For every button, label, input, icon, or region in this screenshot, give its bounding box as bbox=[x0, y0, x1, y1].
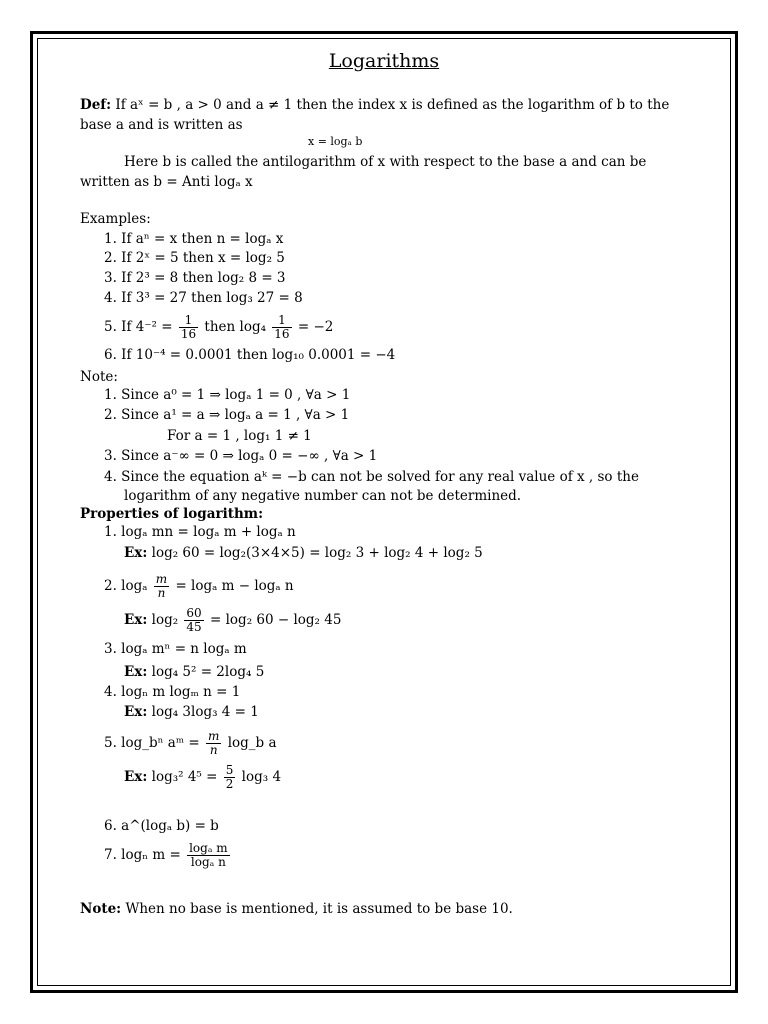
fraction bbox=[154, 573, 169, 600]
example-label: Ex: bbox=[124, 612, 148, 628]
fraction-denominator: n bbox=[157, 586, 166, 600]
example-text: log₂ 60 = log₂(3×4×5) = log₂ 3 + log₂ 4 + log₂ 5 bbox=[151, 545, 483, 561]
example-text: log₄ 5² = 2log₄ 5 bbox=[151, 664, 265, 680]
note-label: Note: bbox=[80, 901, 122, 917]
example-label: Ex: bbox=[124, 704, 148, 720]
fraction-numerator: 1 bbox=[272, 314, 291, 328]
note-text: When no base is mentioned, it is assumed to be base 10. bbox=[125, 901, 513, 917]
fraction-numerator: m bbox=[155, 572, 168, 586]
note-item: 4. Since the equation aᵏ = −b can not be solved for any real value of x , so the bbox=[104, 469, 639, 485]
note-item: 3. Since a⁻∞ = 0 ⇒ logₐ 0 = −∞ , ∀a > 1 bbox=[104, 448, 378, 464]
closing-note bbox=[80, 901, 513, 917]
property-2 bbox=[104, 573, 294, 600]
example-item: 1. If aⁿ = x then n = logₐ x bbox=[104, 231, 284, 247]
example-prefix: log₂ bbox=[151, 612, 179, 628]
fraction-denominator: 45 bbox=[186, 620, 202, 634]
fraction-denominator: 16 bbox=[180, 327, 197, 341]
property-7 bbox=[104, 842, 232, 869]
property-3-example bbox=[124, 664, 264, 680]
example-label: Ex: bbox=[124, 545, 148, 561]
fraction-numerator: 5 bbox=[225, 763, 234, 777]
example-label: Ex: bbox=[124, 664, 148, 680]
example-prefix: log₃² 4⁵ = bbox=[151, 769, 218, 785]
property-2-prefix: 2. logₐ bbox=[104, 578, 148, 594]
fraction-numerator: logₐ m bbox=[189, 841, 228, 855]
property-2-suffix: = logₐ m − logₐ n bbox=[175, 578, 294, 594]
example-item: 2. If 2ˣ = 5 then x = log₂ 5 bbox=[104, 250, 285, 266]
note-item: 2. Since a¹ = a ⇒ logₐ a = 1 , ∀a > 1 bbox=[104, 407, 350, 423]
property-1: 1. logₐ mn = logₐ m + logₐ n bbox=[104, 524, 296, 540]
fraction-numerator: 60 bbox=[186, 606, 202, 620]
fraction bbox=[187, 842, 230, 869]
property-3: 3. logₐ mⁿ = n logₐ m bbox=[104, 641, 247, 657]
property-5 bbox=[104, 730, 277, 757]
property-5-prefix: 5. log_bⁿ aᵐ = bbox=[104, 735, 200, 751]
example-label: Ex: bbox=[124, 769, 148, 785]
property-6: 6. a^(logₐ b) = b bbox=[104, 818, 219, 834]
example-item: 3. If 2³ = 8 then log₂ 8 = 3 bbox=[104, 270, 286, 286]
definition-line-4: written as b = Anti logₐ x bbox=[80, 174, 253, 190]
example-suffix: = log₂ 60 − log₂ 45 bbox=[210, 612, 342, 628]
property-4: 4. logₙ m logₘ n = 1 bbox=[104, 684, 241, 700]
definition-line-3: Here b is called the antilogarithm of x with respect to the base a and can be bbox=[124, 154, 647, 170]
example-5-suffix: = −2 bbox=[297, 319, 334, 335]
page-title: Logarithms bbox=[328, 50, 440, 72]
example-5-prefix: 5. If 4⁻² = bbox=[104, 319, 173, 335]
note-item-sub: For a = 1 , log₁ 1 ≠ 1 bbox=[167, 428, 312, 444]
note-item-continuation: logarithm of any negative number can not be determined. bbox=[124, 488, 522, 504]
fraction bbox=[224, 764, 236, 791]
def-label: Def: bbox=[80, 97, 112, 113]
fraction-numerator: m bbox=[208, 729, 220, 743]
definition-formula: x = logₐ b bbox=[308, 135, 363, 148]
fraction bbox=[272, 314, 291, 341]
fraction-denominator: logₐ n bbox=[190, 855, 226, 869]
properties-heading: Properties of logarithm: bbox=[80, 506, 264, 522]
property-7-prefix: 7. logₙ m = bbox=[104, 847, 181, 863]
examples-heading: Examples: bbox=[80, 211, 151, 227]
example-item-5 bbox=[104, 314, 333, 341]
fraction-denominator: 2 bbox=[225, 777, 234, 791]
definition-line-1 bbox=[80, 97, 669, 113]
note-heading: Note: bbox=[80, 369, 118, 385]
example-suffix: log₃ 4 bbox=[241, 769, 282, 785]
note-item: 1. Since a⁰ = 1 ⇒ logₐ 1 = 0 , ∀a > 1 bbox=[104, 387, 351, 403]
fraction-numerator: 1 bbox=[179, 314, 198, 328]
property-1-example bbox=[124, 545, 483, 561]
property-2-example bbox=[124, 607, 341, 634]
property-5-suffix: log_b a bbox=[227, 735, 277, 751]
example-text: log₄ 3log₃ 4 = 1 bbox=[151, 704, 259, 720]
property-4-example bbox=[124, 704, 259, 720]
example-5-mid: then log₄ bbox=[204, 319, 266, 335]
property-5-example bbox=[124, 764, 281, 791]
example-item: 6. If 10⁻⁴ = 0.0001 then log₁₀ 0.0001 = −4 bbox=[104, 347, 396, 363]
example-item: 4. If 3³ = 27 then log₃ 27 = 8 bbox=[104, 290, 303, 306]
fraction-denominator: n bbox=[209, 743, 218, 757]
fraction-denominator: 16 bbox=[274, 327, 290, 341]
fraction bbox=[179, 314, 198, 341]
fraction bbox=[206, 730, 221, 757]
definition-line-2: base a and is written as bbox=[80, 117, 243, 133]
def-text-1: If aˣ = b , a > 0 and a ≠ 1 then the index x is defined as the logarithm of b to the bbox=[115, 97, 670, 113]
fraction bbox=[184, 607, 203, 634]
